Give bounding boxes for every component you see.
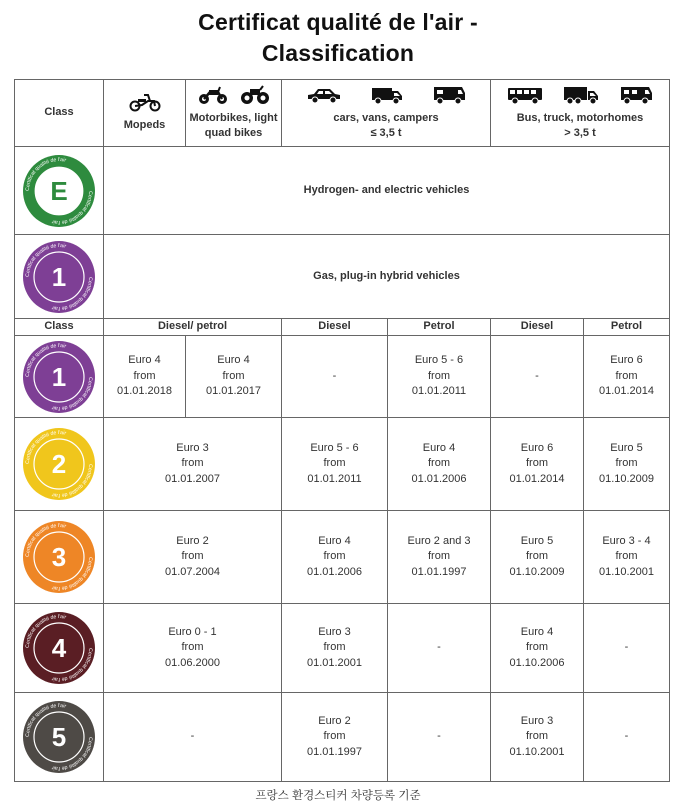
badge-2 — [15, 427, 103, 501]
badge-disc — [22, 340, 96, 414]
motorhome-icon — [619, 85, 653, 105]
badge-1 — [15, 340, 103, 414]
badge-cell-4 — [15, 604, 104, 693]
badge-ring-text: Certificat qualité de l'air — [51, 556, 94, 592]
class-e-row — [15, 147, 670, 235]
class5-cars-diesel-cell: Euro 2 from 01.01.1997 — [282, 693, 388, 782]
class5-bus-diesel-cell: Euro 3 from 01.10.2001 — [491, 693, 584, 782]
bus-label-line1: Bus, truck, motorhomes — [516, 111, 644, 124]
badge-e — [15, 154, 103, 228]
class-1-description: Gas, plug-in hybrid vehicles — [104, 235, 670, 319]
bus-icons — [491, 85, 669, 105]
badge-ring-text: Certificat qualité de l'air — [51, 276, 94, 311]
class3-bus-diesel-cell: Euro 5 from 01.10.2009 — [491, 511, 584, 604]
badge-disc — [22, 700, 96, 774]
cars-label-line2: ≤ 3,5 t — [370, 127, 402, 139]
badge-cell-2 — [15, 418, 104, 511]
badge-disc — [22, 520, 96, 594]
badge-1-gas — [15, 240, 103, 314]
motorbikes-label-line2: quad bikes — [204, 127, 263, 139]
class4-cars-diesel-cell: Euro 3 from 01.01.2001 — [282, 604, 388, 693]
badge-cell-5 — [15, 693, 104, 782]
badge-label: E — [50, 175, 68, 206]
class5-cars-petrol-cell: - — [388, 693, 491, 782]
class1-bus-petrol-cell: Euro 6 from 01.01.2014 — [584, 336, 670, 418]
class2-bus-diesel-cell: Euro 6 from 01.01.2014 — [491, 418, 584, 511]
badge-label: 5 — [51, 722, 67, 752]
subheader-diesel-petrol: Diesel/ petrol — [104, 319, 282, 336]
class3-cars-diesel-cell: Euro 4 from 01.01.2006 — [282, 511, 388, 604]
bus-label-line2: > 3,5 t — [564, 127, 596, 139]
subheader-bus-diesel: Diesel — [491, 319, 584, 336]
badge-cell-1a — [15, 235, 104, 319]
badge-ring-text: Certificat qualité de l'air — [24, 613, 67, 649]
badge-disc — [22, 427, 96, 501]
badge-ring-text: Certificat qualité de l'air — [51, 190, 94, 225]
badge-ring-text: Certificat qualité de l'air — [24, 156, 67, 191]
document-title-line1: Certificat qualité de l'air - — [198, 9, 478, 35]
subheader-cars-petrol: Petrol — [388, 319, 491, 336]
class1-bus-diesel-cell: - — [491, 336, 584, 418]
moped-icon — [128, 92, 162, 112]
badge-cell-3 — [15, 511, 104, 604]
class-2-row — [15, 418, 670, 511]
class3-cars-petrol-cell: Euro 2 and 3 from 01.01.1997 — [388, 511, 491, 604]
class2-cars-diesel-cell: Euro 5 - 6 from 01.01.2011 — [282, 418, 388, 511]
badge-label: 2 — [51, 449, 67, 479]
motorbikes-label-line1: Motorbikes, light — [189, 111, 278, 124]
mopeds-icons — [104, 92, 185, 112]
badge-label: 1 — [51, 361, 67, 392]
badge-disc — [22, 154, 96, 228]
bus-header — [491, 80, 670, 147]
camper-icon — [432, 85, 466, 105]
class1-cars-diesel-cell: - — [282, 336, 388, 418]
class1-mopeds-cell: Euro 4 from 01.01.2018 — [104, 336, 186, 418]
subheader-row — [15, 319, 670, 336]
class-header: Class — [15, 80, 104, 147]
badge-ring-text: Certificat qualité de l'air — [51, 463, 94, 499]
cars-icons — [282, 85, 490, 105]
class1-motorbikes-cell: Euro 4 from 01.01.2017 — [186, 336, 282, 418]
class4-bus-petrol-cell: - — [584, 604, 670, 693]
mopeds-header — [104, 80, 186, 147]
motorbike-icon — [197, 85, 229, 105]
class-3-row — [15, 511, 670, 604]
subheader-class: Class — [15, 319, 104, 336]
cars-label-line1: cars, vans, campers — [333, 111, 439, 124]
badge-ring-text: Certificat qualité de l'air — [24, 702, 67, 738]
van-icon — [370, 85, 404, 105]
badge-cell-e — [15, 147, 104, 235]
class2-two-wheel-cell: Euro 3 from 01.01.2007 — [104, 418, 282, 511]
badge-ring-text: Certificat qualité de l'air — [51, 736, 94, 772]
class1-cars-petrol-cell: Euro 5 - 6 from 01.01.2011 — [388, 336, 491, 418]
subheader-cars-diesel: Diesel — [282, 319, 388, 336]
header-row — [15, 80, 670, 147]
badge-cell-1 — [15, 336, 104, 418]
subheader-bus-petrol: Petrol — [584, 319, 670, 336]
air-quality-classification-table — [14, 79, 670, 782]
class3-two-wheel-cell: Euro 2 from 01.07.2004 — [104, 511, 282, 604]
badge-label: 1 — [51, 261, 67, 292]
badge-ring-text: Certificat qualité de l'air — [24, 242, 67, 277]
class4-bus-diesel-cell: Euro 4 from 01.10.2006 — [491, 604, 584, 693]
badge-ring-text: Certificat qualité de l'air — [24, 342, 67, 377]
class-e-description: Hydrogen- and electric vehicles — [104, 147, 670, 235]
class-1-row — [15, 336, 670, 418]
class-5-row — [15, 693, 670, 782]
bus-icon — [507, 85, 543, 105]
badge-ring-text: Certificat qualité de l'air — [24, 429, 67, 465]
quad-bike-icon — [239, 85, 271, 105]
badge-3 — [15, 520, 103, 594]
class-4-row — [15, 604, 670, 693]
class5-bus-petrol-cell: - — [584, 693, 670, 782]
class4-cars-petrol-cell: - — [388, 604, 491, 693]
class2-cars-petrol-cell: Euro 4 from 01.01.2006 — [388, 418, 491, 511]
class2-bus-petrol-cell: Euro 5 from 01.10.2009 — [584, 418, 670, 511]
cars-header — [282, 80, 491, 147]
motorbikes-header — [186, 80, 282, 147]
badge-label: 4 — [51, 633, 67, 663]
badge-disc — [22, 611, 96, 685]
class4-two-wheel-cell: Euro 0 - 1 from 01.06.2000 — [104, 604, 282, 693]
badge-label: 3 — [51, 542, 67, 572]
mopeds-label: Mopeds — [123, 119, 166, 132]
document-title-line2: Classification — [261, 40, 415, 66]
badge-disc — [22, 240, 96, 314]
car-icon — [306, 85, 342, 105]
badge-ring-text: Certificat qualité de l'air — [24, 522, 67, 558]
class3-bus-petrol-cell: Euro 3 - 4 from 01.10.2001 — [584, 511, 670, 604]
badge-4 — [15, 611, 103, 685]
class5-two-wheel-cell: - — [104, 693, 282, 782]
motorbikes-icons — [186, 85, 281, 105]
truck-icon — [563, 85, 599, 105]
badge-5 — [15, 700, 103, 774]
class-1-gas-row — [15, 235, 670, 319]
badge-ring-text: Certificat qualité de l'air — [51, 647, 94, 683]
badge-ring-text: Certificat qualité de l'air — [51, 376, 94, 411]
caption: 프랑스 환경스티커 차량등록 기준 — [255, 790, 421, 802]
